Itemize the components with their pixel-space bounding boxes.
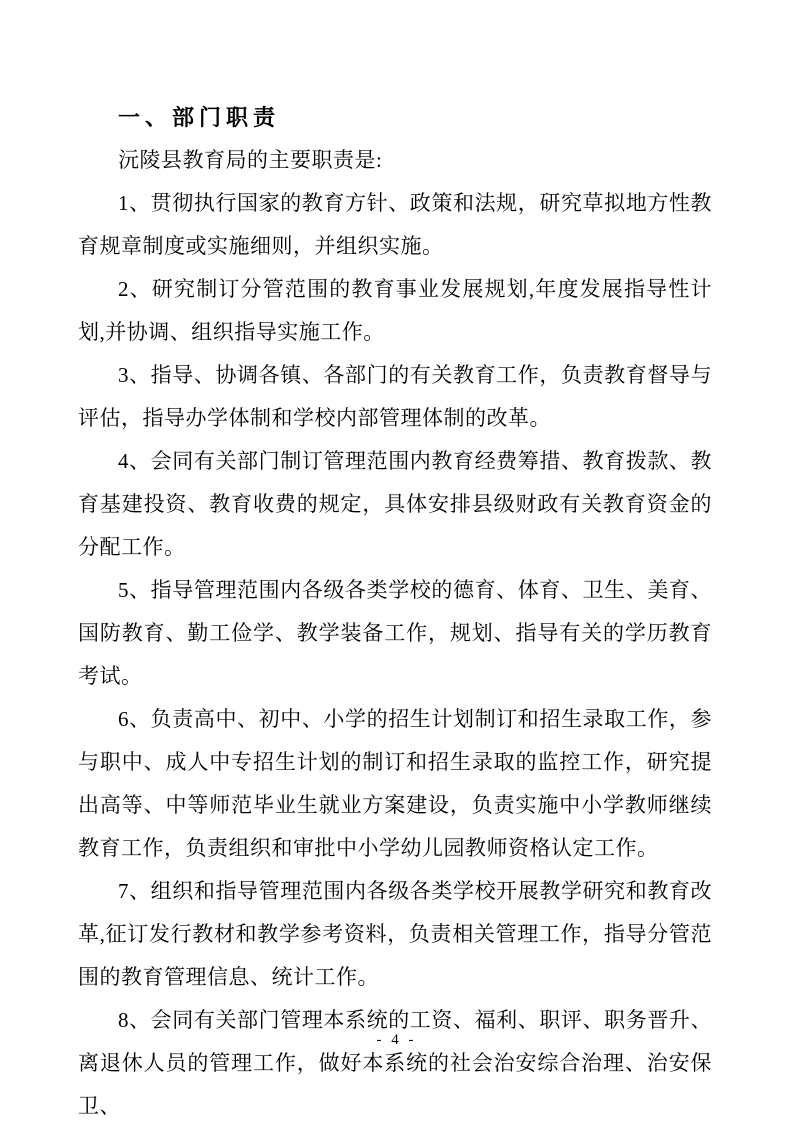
paragraph-list	[78, 182, 712, 1122]
paragraph: 4、会同有关部门制订管理范围内教育经费筹措、教育拨款、教育基建投资、教育收费的规定，具体安排县级财政有关教育资金的分配工作。	[78, 449, 712, 559]
page-number: - 4 -	[376, 1032, 417, 1048]
paragraph: 1、贯彻执行国家的教育方针、政策和法规，研究草拟地方性教育规章制度或实施细则，并组织实施。	[78, 191, 712, 258]
intro-line: 沅陵县教育局的主要职责是:	[118, 148, 383, 172]
paragraph: 6、负责高中、初中、小学的招生计划制订和招生录取工作，参与职中、成人中专招生计划的制订和招生录取的监控工作，研究提出高等、中等师范毕业生就业方案建设，负责实施中小学教师继续教育工作，负责组织和审批中小学幼儿园教师资格认定工作。	[78, 707, 712, 860]
paragraph: 3、指导、协调各镇、各部门的有关教育工作，负责教育督导与评估，指导办学体制和学校内部管理体制的改革。	[78, 363, 712, 430]
paragraph: 5、指导管理范围内各级各类学校的德育、体育、卫生、美育、国防教育、勤工俭学、教学装备工作，规划、指导有关的学历教育考试。	[78, 578, 712, 688]
paragraph: 7、组织和指导管理范围内各级各类学校开展教学研究和教育改革,征订发行教材和教学参考资料，负责相关管理工作，指导分管范围的教育管理信息、统计工作。	[78, 879, 712, 989]
paragraph: 8、会同有关部门管理本系统的工资、福利、职评、职务晋升、离退休人员的管理工作，做好本系统的社会治安综合治理、治安保卫、	[78, 1008, 712, 1118]
section-heading: 一、部门职责	[118, 105, 281, 130]
document-content	[78, 96, 712, 1122]
paragraph: 2、研究制订分管范围的教育事业发展规划,年度发展指导性计划,并协调、组织指导实施工作。	[78, 277, 712, 344]
